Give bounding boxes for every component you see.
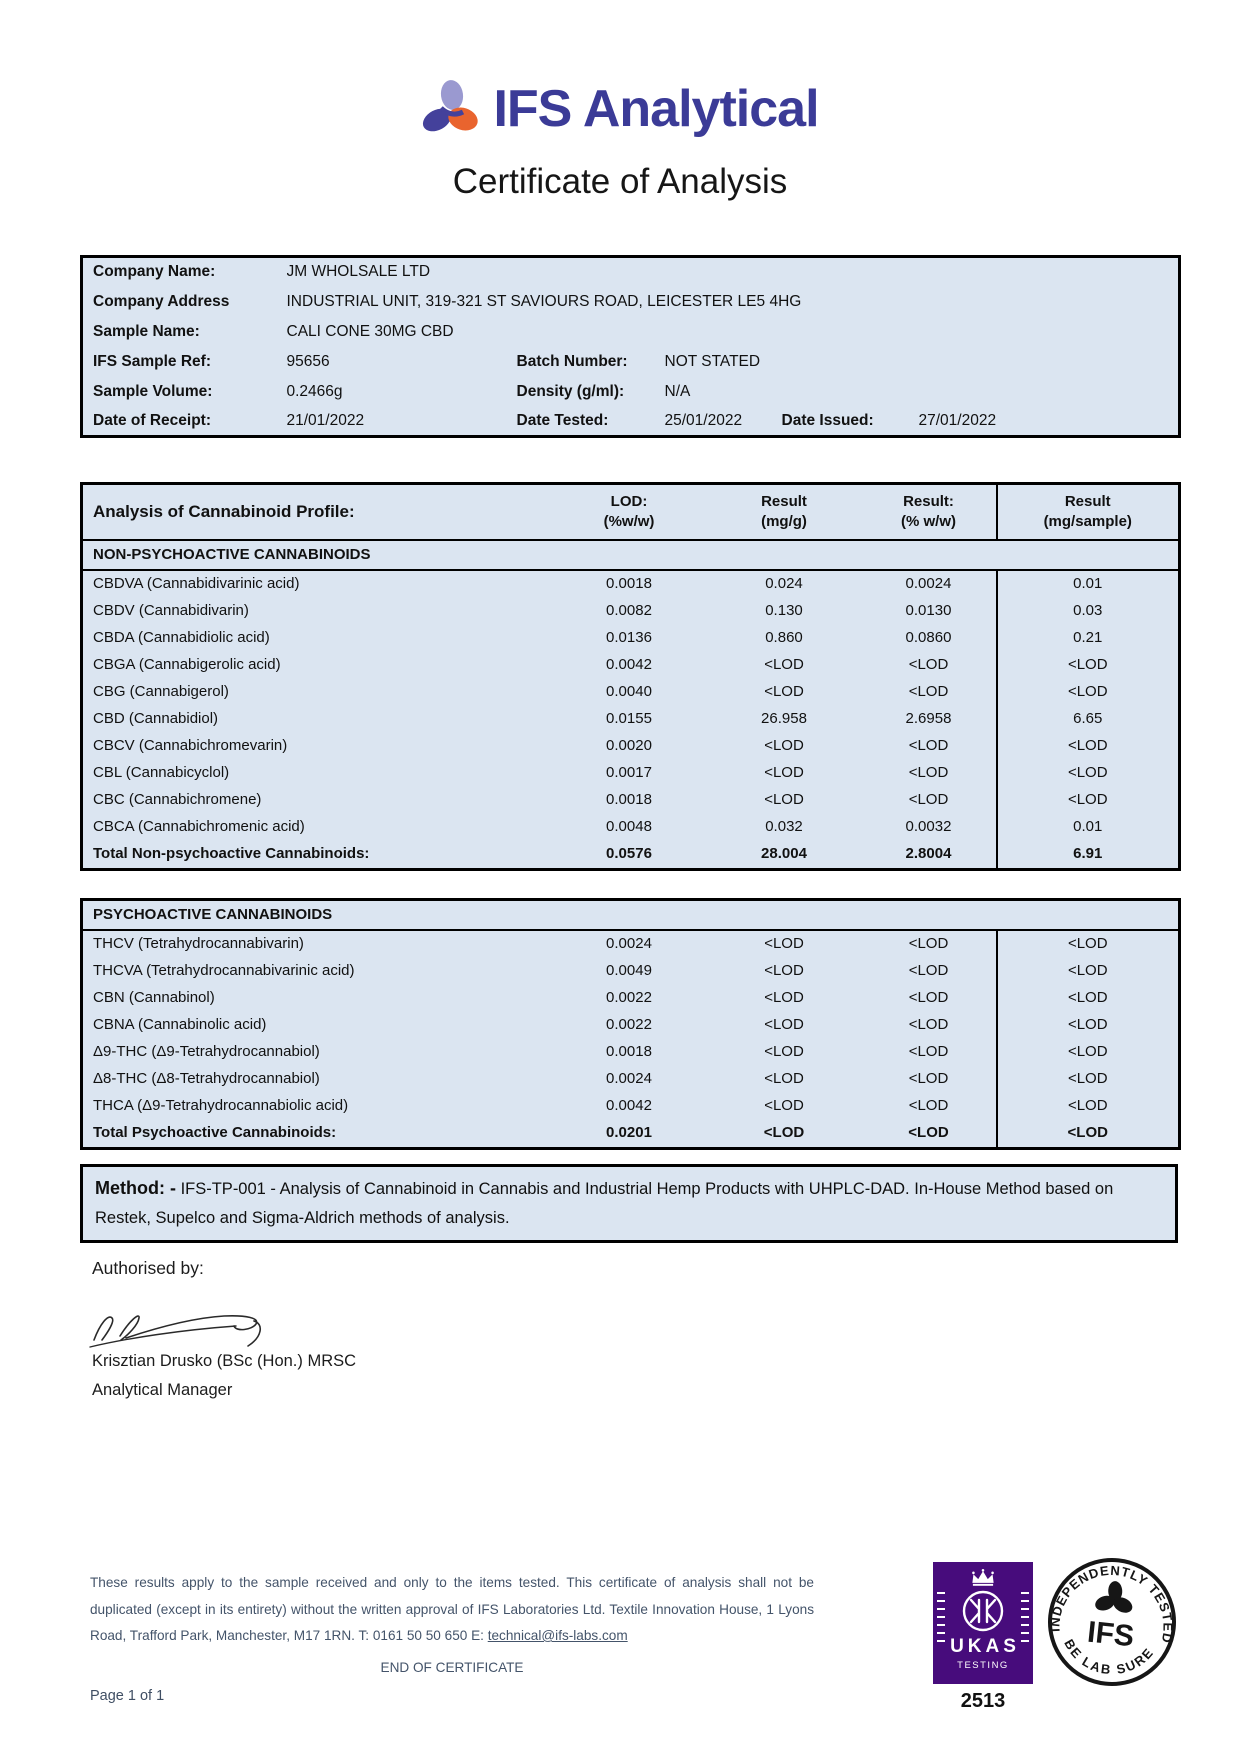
ifs-logo-icon	[421, 78, 481, 140]
psychoactive-table	[80, 898, 1181, 1150]
stamp-bottom-text: BE LAB SURE	[1061, 1636, 1157, 1678]
table-row: CBL (Cannabicyclol) 0.0017 <LOD <LOD <LOD	[82, 759, 1180, 786]
ukas-logo	[933, 1562, 1033, 1684]
ifs-stamp	[1037, 1547, 1186, 1696]
disclaimer-text: These results apply to the sample received and only to the items tested. This certificate of analysis shall not be duplicated (except in its entirety) without the written approval of IFS Laboratories Ltd. Textile Innovation House, 1 Lyons Road, Trafford Park, Manchester, M17 1RN. T: 0161 50 50 650 E: technical@ifs-labs.com	[90, 1575, 814, 1643]
column-header: Result: (% w/w)	[901, 493, 956, 530]
info-value: JM WHOLSALE LTD	[286, 263, 431, 281]
table-row: CBG (Cannabigerol) 0.0040 <LOD <LOD <LOD	[82, 678, 1180, 705]
table-header-row	[82, 484, 1180, 540]
ukas-ruler-ticks	[1021, 1592, 1029, 1648]
table-row: CBDA (Cannabidiolic acid) 0.0136 0.860 0.0860 0.21	[82, 624, 1180, 651]
info-value: 0.2466g	[286, 382, 343, 400]
info-value: 27/01/2022	[918, 411, 997, 429]
email-link[interactable]: technical@ifs-labs.com	[487, 1628, 628, 1643]
ukas-word: UKAS	[950, 1636, 1020, 1657]
info-value: NOT STATED	[664, 352, 761, 370]
info-label: Company Name:	[93, 263, 216, 281]
info-row	[82, 317, 1180, 347]
column-header: LOD: (%w/w)	[603, 493, 655, 530]
page-number: Page 1 of 1	[90, 1688, 165, 1704]
info-row	[82, 407, 1180, 437]
info-row	[82, 257, 1180, 287]
stamp-top-text: INDEPENDENTLY TESTED	[1047, 1562, 1176, 1645]
info-label: Date Tested:	[516, 411, 609, 429]
logo-text: IFS Analytical	[493, 80, 819, 138]
method-text: IFS-TP-001 - Analysis of Cannabinoid in Cannabis and Industrial Hemp Products with UHPLC-DAD. In-House Method based on Restek, Supelco and Sigma-Aldrich methods of analysis.	[95, 1180, 1114, 1227]
info-row	[82, 377, 1180, 407]
table-row: CBNA (Cannabinolic acid) 0.0022 <LOD <LOD <LOD	[82, 1011, 1180, 1038]
ukas-mark-icon	[960, 1588, 1006, 1634]
authoriser-name: Krisztian Drusko (BSc (Hon.) MRSC	[92, 1352, 357, 1370]
end-of-certificate-label: END OF CERTIFICATE	[380, 1660, 524, 1675]
section-header-row: NON-PSYCHOACTIVE CANNABINOIDS	[82, 540, 1180, 570]
info-value: 21/01/2022	[286, 411, 365, 429]
crown-icon	[969, 1569, 997, 1586]
method-label: Method: -	[95, 1178, 176, 1198]
table-row: CBCV (Cannabichromevarin) 0.0020 <LOD <LOD <LOD	[82, 732, 1180, 759]
info-value: 95656	[286, 352, 330, 370]
info-value: CALI CONE 30MG CBD	[286, 322, 454, 340]
column-header: Result (mg/g)	[761, 493, 807, 530]
ukas-accreditation-number: 2513	[960, 1690, 1006, 1712]
table-row: CBCA (Cannabichromenic acid) 0.0048 0.032 0.0032 0.01	[82, 813, 1180, 840]
info-label: Sample Volume:	[93, 382, 213, 400]
authoriser-role: Analytical Manager	[92, 1381, 233, 1399]
table-row: Δ8-THC (Δ8-Tetrahydrocannabiol) 0.0024 <LOD <LOD <LOD	[82, 1065, 1180, 1092]
info-value: INDUSTRIAL UNIT, 319-321 ST SAVIOURS ROAD, LEICESTER LE5 4HG	[286, 292, 802, 310]
table-row: Δ9-THC (Δ9-Tetrahydrocannabiol) 0.0018 <LOD <LOD <LOD	[82, 1038, 1180, 1065]
table-row: CBN (Cannabinol) 0.0022 <LOD <LOD <LOD	[82, 984, 1180, 1011]
table-row: CBDV (Cannabidivarin) 0.0082 0.130 0.0130 0.03	[82, 597, 1180, 624]
info-row	[82, 347, 1180, 377]
document-title: Certificate of Analysis	[452, 162, 788, 201]
table-row: THCA (Δ9-Tetrahydrocannabiolic acid) 0.0042 <LOD <LOD <LOD	[82, 1092, 1180, 1119]
stamp-center-text: IFS	[1085, 1615, 1136, 1654]
table-title: Analysis of Cannabinoid Profile:	[93, 501, 355, 521]
table-row: CBC (Cannabichromene) 0.0018 <LOD <LOD <LOD	[82, 786, 1180, 813]
info-value: 25/01/2022	[664, 411, 743, 429]
info-label: Date of Receipt:	[93, 411, 211, 429]
sample-info-table	[80, 255, 1181, 438]
method-box	[80, 1164, 1178, 1243]
ukas-sub: TESTING	[957, 1660, 1009, 1671]
authorised-by-label: Authorised by:	[92, 1258, 204, 1278]
info-label: Density (g/ml):	[516, 382, 625, 400]
table-row: CBGA (Cannabigerolic acid) 0.0042 <LOD <LOD <LOD	[82, 651, 1180, 678]
table-row: CBDVA (Cannabidivarinic acid) 0.0018 0.024 0.0024 0.01	[82, 570, 1180, 597]
info-value: N/A	[664, 382, 691, 400]
ukas-ruler-ticks	[937, 1592, 945, 1648]
header-logo	[0, 78, 1240, 140]
non-psychoactive-table	[80, 482, 1181, 871]
column-header: Result (mg/sample)	[997, 484, 1180, 540]
table-row: THCVA (Tetrahydrocannabivarinic acid) 0.0049 <LOD <LOD <LOD	[82, 957, 1180, 984]
info-label: Date Issued:	[781, 411, 874, 429]
table-row: THCV (Tetrahydrocannabivarin) 0.0024 <LOD <LOD <LOD	[82, 930, 1180, 957]
info-row	[82, 287, 1180, 317]
section-header-row: PSYCHOACTIVE CANNABINOIDS	[82, 900, 1180, 930]
info-label: Sample Name:	[93, 322, 200, 340]
total-row: Total Psychoactive Cannabinoids: 0.0201 <LOD <LOD <LOD	[82, 1119, 1180, 1149]
info-label: IFS Sample Ref:	[93, 352, 211, 370]
total-row: Total Non-psychoactive Cannabinoids: 0.0576 28.004 2.8004 6.91	[82, 840, 1180, 870]
signature-image	[86, 1290, 296, 1354]
info-label: Batch Number:	[516, 352, 628, 370]
table-row: CBD (Cannabidiol) 0.0155 26.958 2.6958 6.65	[82, 705, 1180, 732]
info-label: Company Address	[93, 292, 230, 310]
